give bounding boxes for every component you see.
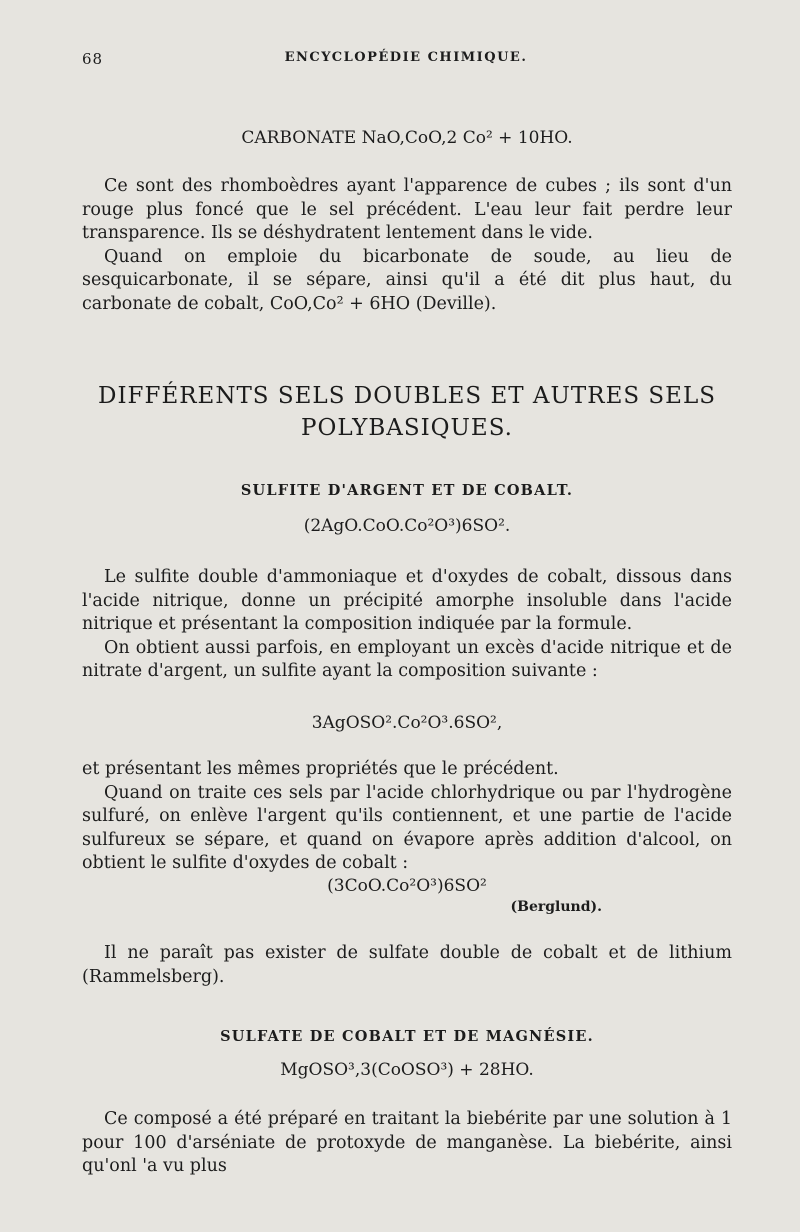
paragraph: Il ne paraît pas exister de sulfate double de cobalt et de lithium (Rammelsberg).	[82, 943, 732, 987]
paragraph: Le sulfite double d'ammoniaque et d'oxydes de cobalt, dissous dans l'acide nitrique, donne un précipité amorphe insoluble dans l'acide nitrique et présentant la composition indiquée par la formule.	[82, 567, 732, 634]
running-head: ENCYCLOPÉDIE CHIMIQUE.	[284, 50, 528, 65]
main-heading-line1: DIFFÉRENTS SELS DOUBLES ET AUTRES SELS	[98, 383, 716, 409]
formula-block	[82, 516, 732, 536]
page-number: 68	[82, 50, 104, 68]
carbonate-body	[82, 175, 732, 316]
sulfite-body	[82, 566, 732, 684]
section-sulfate	[82, 1028, 732, 1045]
section-sulfite	[82, 482, 732, 499]
paragraph: On obtient aussi parfois, en employant un excès d'acide nitrique et de nitrate d'argent, un sulfite ayant la composition suivante :	[82, 637, 732, 681]
formula-block	[82, 713, 732, 733]
main-heading-line2: POLYBASIQUES.	[301, 415, 513, 441]
formula: (2AgO.CoO.Co²O³)6SO².	[303, 516, 511, 536]
formula: 3AgOSO².Co²O³.6SO²,	[311, 713, 503, 733]
formula: (3CoO.Co²O³)6SO²	[327, 876, 487, 896]
attribution-block	[82, 899, 732, 915]
paragraph: Quand on emploie du bicarbonate de soude, au lieu de sesquicarbonate, il se sépare, ainsi qu'il a été dit plus haut, du carbonate de cobalt, CoO,Co² + 6HO (Deville).	[82, 246, 732, 314]
paragraph: Ce sont des rhomboèdres ayant l'apparence de cubes ; ils sont d'un rouge plus foncé que le sel précédent. L'eau leur fait perdre leur transparence. Ils se déshydratent lentement dans le vide.	[82, 176, 732, 243]
section-carbonate	[82, 128, 732, 148]
page-header	[82, 50, 730, 74]
paragraph: Ce composé a été préparé en traitant la biebérite par une solution à 1 pour 100 d'arséniate de protoxyde de manganèse. La biebérite, ainsi qu'onl 'a vu plus	[82, 1109, 732, 1176]
section-heading-carbonate: CARBONATE NaO,CoO,2 Co² + 10HO.	[241, 128, 573, 148]
formula: MgOSO³,3(CoOSO³) + 28HO.	[280, 1060, 534, 1080]
formula-block	[82, 876, 732, 896]
main-heading	[82, 380, 732, 444]
paragraph: et présentant les mêmes propriétés que le précédent.	[82, 759, 559, 779]
section-heading-sulfite: SULFITE D'ARGENT ET DE COBALT.	[240, 482, 574, 499]
sulfate-body	[82, 1108, 732, 1179]
formula-block	[82, 1060, 732, 1080]
attribution: (Berglund).	[510, 899, 602, 915]
paragraph: Quand on traite ces sels par l'acide chlorhydrique ou par l'hydrogène sulfuré, on enlève l'argent qu'ils contiennent, et une partie de l'acide sulfureux se sépare, et quand on évapore après addition d'alcool, on obtient le sulfite d'oxydes de cobalt :	[82, 782, 732, 873]
section-heading-sulfate: SULFATE DE COBALT ET DE MAGNÉSIE.	[220, 1028, 594, 1045]
sulfite-body-2	[82, 758, 732, 876]
lithium-note	[82, 942, 732, 989]
